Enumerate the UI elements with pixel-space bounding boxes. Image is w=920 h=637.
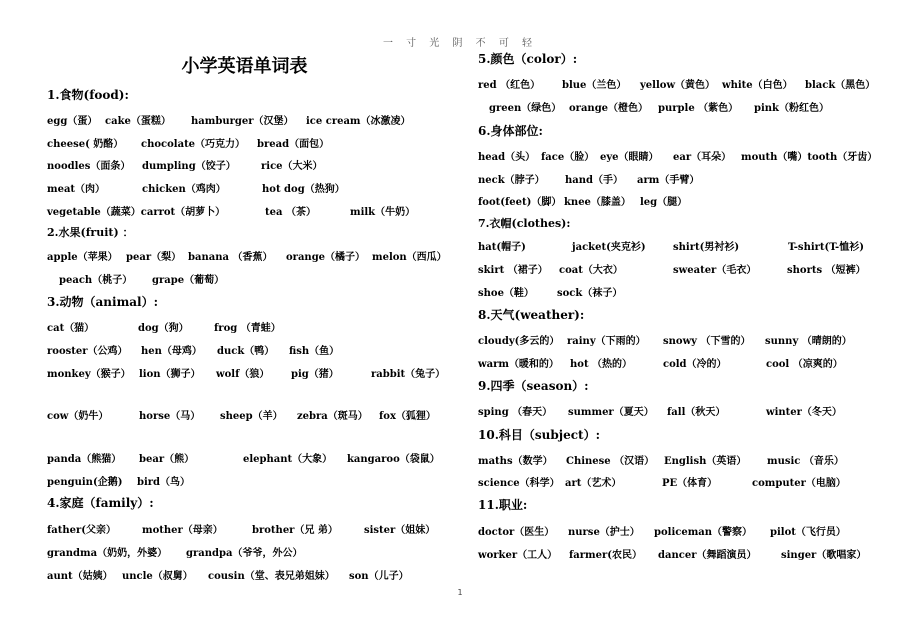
word-item: lion（狮子） [139, 369, 201, 380]
word-item: frog （青蛙） [214, 323, 281, 334]
word-item: orange（橘子） [286, 252, 366, 263]
word-item: art（艺术） [565, 478, 622, 489]
word-item: farmer(农民） [569, 550, 642, 561]
word-item: cake（蛋糕） [105, 116, 171, 127]
word-item: cow（奶牛） [47, 411, 109, 422]
section-heading-food: 1.食物(food): [47, 88, 129, 102]
word-item: grandma（奶奶，外婆） [47, 548, 168, 559]
word-item: hand（手） [565, 175, 624, 186]
word-item: shirt(男衬衫) [673, 242, 740, 253]
word-item: milk（牛奶） [350, 207, 416, 218]
word-item: bread（面包） [257, 139, 330, 150]
word-item: penguin(企鹅) [47, 477, 123, 488]
word-item: head（头） [478, 152, 536, 163]
word-item: pig（猪） [291, 369, 339, 380]
word-item: dumpling（饺子） [142, 161, 236, 172]
word-item: sock（袜子） [557, 288, 623, 299]
word-item: wolf（狼） [216, 369, 270, 380]
word-item: hot （热的） [570, 359, 633, 370]
word-item: pink（粉红色） [754, 103, 829, 114]
word-item: zebra（斑马） [297, 411, 368, 422]
word-item: noodles（面条） [47, 161, 131, 172]
section-heading-body: 6.身体部位: [478, 124, 543, 138]
section-heading-subject: 10.科目（subject）: [478, 428, 601, 442]
word-item: music （音乐） [767, 456, 844, 467]
word-item: jacket(夹克衫) [572, 242, 646, 253]
word-item: sheep（羊） [220, 411, 283, 422]
word-item: winter（冬天） [766, 407, 842, 418]
word-item: ice cream（冰激凌） [306, 116, 411, 127]
page-number: 1 [457, 588, 463, 597]
word-item: computer（电脑） [752, 478, 846, 489]
word-item: pilot（飞行员） [770, 527, 846, 538]
word-item: chicken（鸡肉） [142, 184, 226, 195]
page-header-motto: 一 寸 光 阴 不 可 轻 [382, 38, 538, 49]
section-heading-job: 11.职业: [478, 498, 528, 512]
word-item: uncle（叔舅） [122, 571, 193, 582]
word-item: PE（体育） [662, 478, 718, 489]
word-item: fish（鱼） [289, 346, 340, 357]
section-heading-season: 9.四季（season）: [478, 379, 589, 393]
word-item: hat(帽子) [478, 242, 526, 253]
section-heading-color: 5.颜色（color）: [478, 52, 578, 66]
word-item: Chinese （汉语） [566, 456, 655, 467]
word-item: sunny （晴朗的） [765, 336, 852, 347]
word-item: hen（母鸡） [141, 346, 202, 357]
word-item: mouth（嘴）tooth（牙齿） [741, 152, 878, 163]
word-item: eye（眼睛） [600, 152, 659, 163]
word-item: ear（耳朵） [673, 152, 732, 163]
word-item: worker（工人） [478, 550, 558, 561]
word-item: cheese( 奶酪） [47, 139, 124, 150]
word-item: red （红色） [478, 80, 541, 91]
word-item: fox（狐狸） [379, 411, 436, 422]
word-item: skirt （裙子） [478, 265, 548, 276]
section-heading-weather: 8.天气(weather): [478, 308, 585, 322]
word-item: blue（兰色） [562, 80, 627, 91]
word-item: egg（蛋） [47, 116, 98, 127]
page-title: 小学英语单词表 [181, 56, 308, 77]
word-item: aunt（姑姨） [47, 571, 113, 582]
word-item: vegetable（蔬菜）carrot（胡萝卜） [47, 207, 226, 218]
word-item: tea （茶） [265, 207, 316, 218]
word-item: rainy（下雨的） [567, 336, 646, 347]
word-item: sweater（毛衣） [673, 265, 757, 276]
section-heading-family: 4.家庭（family）: [47, 496, 154, 510]
word-item: leg（腿） [640, 197, 688, 208]
word-item: sister（姐妹） [364, 525, 436, 536]
word-item: mother（母亲） [142, 525, 223, 536]
word-item: father(父亲） [47, 525, 117, 536]
section-heading-clothes: 7.衣帽(clothes): [478, 217, 571, 230]
section-heading-fruit: 2.水果(fruit) ： [47, 226, 134, 239]
word-item: dancer（舞蹈演员） [658, 550, 757, 561]
word-item: doctor（医生） [478, 527, 555, 538]
word-item: monkey（猴子） [47, 369, 131, 380]
word-item: summer（夏天） [568, 407, 654, 418]
word-item: cool （凉爽的） [766, 359, 843, 370]
word-item: cat（猫） [47, 323, 95, 334]
word-item: snowy （下雪的） [663, 336, 751, 347]
word-item: grandpa（爷爷，外公） [186, 548, 303, 559]
word-item: shorts （短裤） [787, 265, 866, 276]
word-item: rooster（公鸡） [47, 346, 128, 357]
word-item: fall（秋天） [667, 407, 726, 418]
word-item: shoe（鞋） [478, 288, 534, 299]
word-item: face（脸） [541, 152, 595, 163]
word-item: policeman（警察） [654, 527, 753, 538]
word-item: melon（西瓜） [372, 252, 447, 263]
word-item: banana （香蕉） [188, 252, 273, 263]
word-item: hamburger（汉堡） [191, 116, 294, 127]
word-item: sping （春天） [478, 407, 553, 418]
word-item: white（白色） [722, 80, 793, 91]
word-item: maths（数学） [478, 456, 553, 467]
word-item: bird（鸟） [137, 477, 191, 488]
word-item: rabbit（兔子） [371, 369, 446, 380]
word-item: hot dog（热狗） [262, 184, 345, 195]
word-item: cousin（堂、表兄弟姐妹） [208, 571, 335, 582]
word-item: meat（肉） [47, 184, 106, 195]
word-item: apple（苹果） [47, 252, 118, 263]
word-item: black（黑色） [805, 80, 876, 91]
word-item: warm（暖和的） [478, 359, 559, 370]
word-item: rice（大米） [261, 161, 323, 172]
word-item: chocolate（巧克力） [141, 139, 246, 150]
word-item: panda（熊猫） [47, 454, 122, 465]
word-item: singer（歌唱家） [781, 550, 867, 561]
word-item: duck（鸭） [217, 346, 275, 357]
word-item: green（绿色） [489, 103, 562, 114]
word-item: bear（熊） [139, 454, 195, 465]
word-item: nurse（护士） [568, 527, 640, 538]
word-item: English（英语） [664, 456, 747, 467]
word-item: knee（膝盖） [564, 197, 631, 208]
word-item: son（儿子） [349, 571, 409, 582]
word-item: kangaroo（袋鼠） [347, 454, 440, 465]
word-item: cold（冷的） [663, 359, 727, 370]
word-item: orange（橙色） [569, 103, 649, 114]
word-item: T-shirt(T-恤衫) [788, 242, 864, 253]
word-item: dog（狗） [138, 323, 189, 334]
word-item: science（科学） [478, 478, 560, 489]
word-item: purple （紫色） [658, 103, 739, 114]
word-item: horse（马） [139, 411, 201, 422]
word-item: coat（大衣） [559, 265, 623, 276]
word-item: elephant（大象） [243, 454, 333, 465]
word-item: arm（手臂） [637, 175, 700, 186]
word-item: pear（梨） [126, 252, 182, 263]
section-heading-animal: 3.动物（animal）: [47, 295, 159, 309]
word-item: brother（兄 弟） [252, 525, 338, 536]
word-item: foot(feet)（脚） [478, 197, 562, 208]
word-item: grape（葡萄） [152, 275, 225, 286]
word-item: cloudy(多云的） [478, 336, 560, 347]
word-item: yellow（黄色） [640, 80, 716, 91]
word-item: peach（桃子） [59, 275, 133, 286]
word-item: neck（脖子） [478, 175, 545, 186]
